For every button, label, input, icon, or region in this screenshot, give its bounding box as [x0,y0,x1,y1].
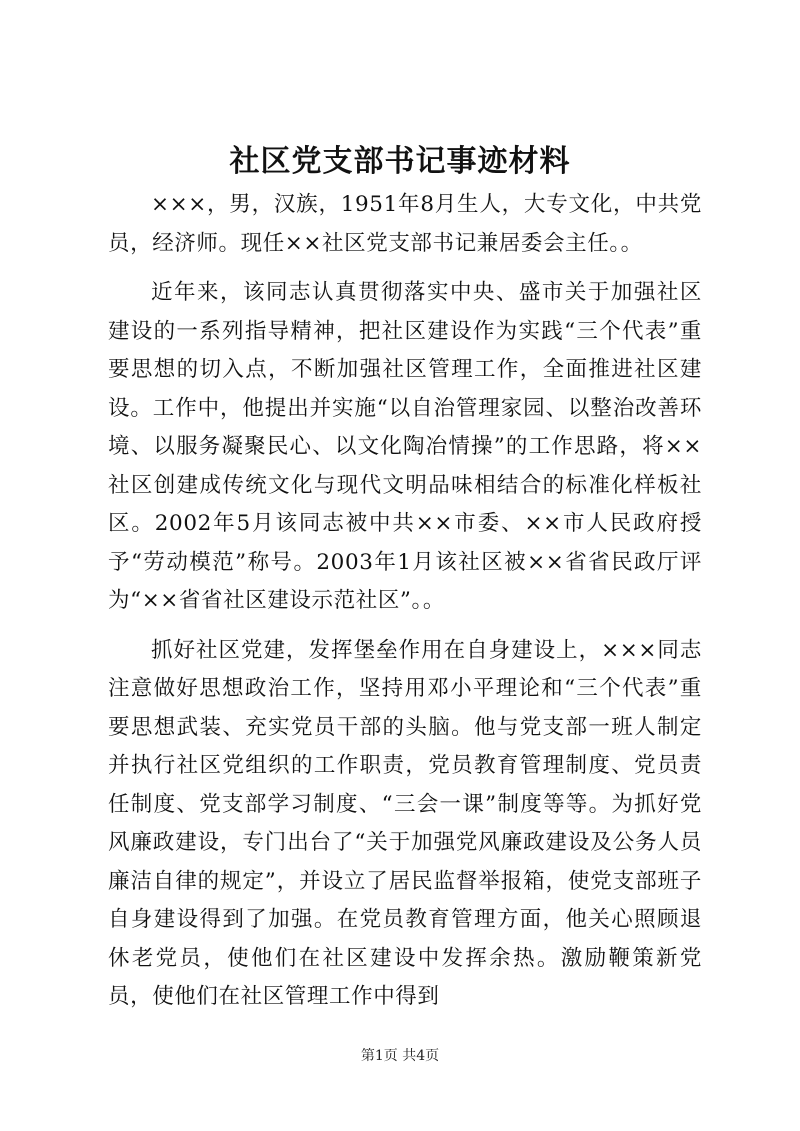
document-body [108,186,702,1028]
paragraph-party-building: 抓好社区党建，发挥堡垒作用在自身建设上，×××同志注意做好思想政治工作，坚持用邓小平理论和“三个代表”重要思想武装、充实党员干部的头脑。他与党支部一班人制定并执行社区党组织的工作职责，党员教育管理制度、党员责任制度、党支部学习制度、“三会一课”制度等等。为抓好党风廉政建设，专门出台了“关于加强党风廉政建设及公务人员廉洁自律的规定”，并设立了居民监督举报箱，使党支部班子自身建设得到了加强。在党员教育管理方面，他关心照顾退休老党员，使他们在社区建设中发挥余热。激励鞭策新党员，使他们在社区管理工作中得到 [108,637,702,1009]
paragraph-intro: ×××，男，汉族，1951年8月生人，大专文化，中共党员，经济师。现任××社区党支部书记兼居委会主任。。 [108,192,702,256]
paragraph-achievements: 近年来，该同志认真贯彻落实中央、盛市关于加强社区建设的一系列指导精神，把社区建设作为实践“三个代表”重要思想的切入点，不断加强社区管理工作，全面推进社区建设。工作中，他提出并实施“以自治管理家园、以整治改善环境、以服务凝聚民心、以文化陶冶情操”的工作思路，将××社区创建成传统文化与现代文明品味相结合的标准化样板社区。2002年5月该同志被中共××市委、××市人民政府授予“劳动模范”称号。2003年1月该社区被××省省民政厅评为“××省省社区建设示范社区”。。 [108,280,702,613]
page-number: 第1页 共4页 [360,1048,440,1064]
document-title: 社区党支部书记事迹材料 [229,144,571,179]
